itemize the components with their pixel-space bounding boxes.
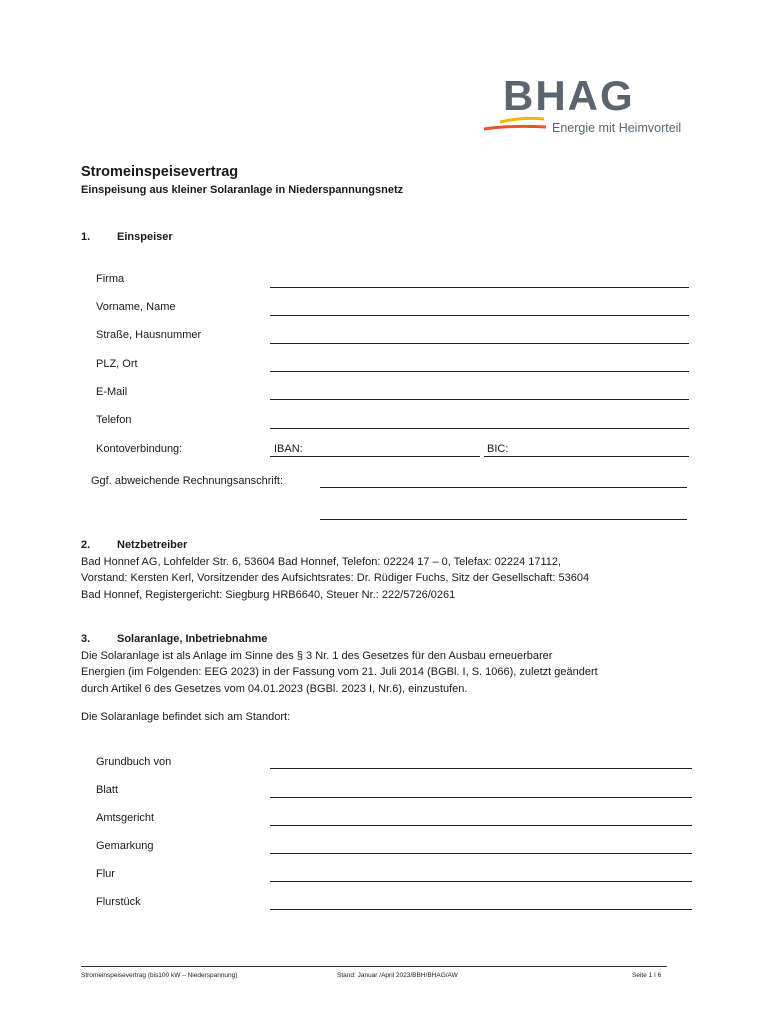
bic-line[interactable] bbox=[484, 456, 689, 457]
field-line-flur[interactable] bbox=[270, 881, 692, 882]
field-label-flur: Flur bbox=[96, 868, 115, 880]
footer-center: Stand: Januar /April 2023/BBH/BHAG/AW bbox=[337, 972, 458, 979]
footer-page-number: Seite 1 I 6 bbox=[632, 972, 662, 979]
section2-body bbox=[81, 554, 701, 603]
logo-swoosh-bottom bbox=[484, 126, 546, 129]
field-line-city[interactable] bbox=[270, 371, 689, 372]
field-line-name[interactable] bbox=[270, 315, 689, 316]
alt-address-line-1[interactable] bbox=[320, 487, 687, 488]
field-line-gemarkung[interactable] bbox=[270, 853, 692, 854]
section3-line: Energien (im Folgenden: EEG 2023) in der Fassung vom 21. Juli 2014 (BGBl. I, S. 1066), zuletzt geändert bbox=[81, 666, 598, 679]
document-title: Stromeinspeisevertrag bbox=[81, 164, 239, 180]
field-label-amtsgericht: Amtsgericht bbox=[96, 812, 155, 824]
field-line-email[interactable] bbox=[270, 399, 689, 400]
field-line-firma[interactable] bbox=[270, 287, 689, 288]
field-label-email: E-Mail bbox=[96, 386, 128, 398]
field-label-phone: Telefon bbox=[96, 414, 132, 426]
iban-label: IBAN: bbox=[274, 443, 303, 455]
bhag-logo bbox=[482, 70, 692, 140]
alt-address-line-2[interactable] bbox=[320, 519, 687, 520]
section2-title: Netzbetreiber bbox=[117, 539, 188, 551]
section2-line: Vorstand: Kersten Kerl, Vorsitzender des Aufsichtsrates: Dr. Rüdiger Fuchs, Sitz der Gesellschaft: 53604 bbox=[81, 572, 590, 585]
section3-title: Solaranlage, Inbetriebnahme bbox=[117, 633, 268, 645]
logo-wordmark: BHAG bbox=[503, 72, 635, 119]
section3-line: Die Solaranlage ist als Anlage im Sinne des § 3 Nr. 1 des Gesetzes für den Ausbau erneuerbarer bbox=[81, 650, 553, 662]
section2-line: Bad Honnef AG, Lohfelder Str. 6, 53604 Bad Honnef, Telefon: 02224 17 – 0, Telefax: 02224 17112, bbox=[81, 556, 562, 568]
field-label-bank: Kontoverbindung: bbox=[96, 443, 183, 455]
section2-line: Bad Honnef, Registergericht: Siegburg HRB6640, Steuer Nr.: 222/5726/0261 bbox=[81, 588, 456, 601]
field-label-grundbuch: Grundbuch von bbox=[96, 756, 172, 768]
footer-rule bbox=[81, 966, 667, 967]
document-subtitle: Einspeisung aus kleiner Solaranlage in Niederspannungsnetz bbox=[81, 184, 404, 196]
field-line-grundbuch[interactable] bbox=[270, 768, 692, 769]
alt-address-label: Ggf. abweichende Rechnungsanschrift: bbox=[91, 475, 284, 487]
footer-left: Stromeinspeisevertrag (bis100 kW – Niederspannung) bbox=[81, 972, 238, 979]
section1-title: Einspeiser bbox=[117, 231, 173, 243]
field-line-amtsgericht[interactable] bbox=[270, 825, 692, 826]
section1-number: 1. bbox=[81, 231, 91, 243]
field-label-street: Straße, Hausnummer bbox=[96, 329, 202, 341]
section3-line: durch Artikel 6 des Gesetzes vom 04.01.2023 (BGBl. 2023 I, Nr.6), einzustufen. bbox=[81, 682, 468, 695]
field-label-flurstueck: Flurstück bbox=[96, 896, 141, 908]
field-line-street[interactable] bbox=[270, 343, 689, 344]
field-label-gemarkung: Gemarkung bbox=[96, 840, 154, 852]
field-line-phone[interactable] bbox=[270, 428, 689, 429]
section2-number: 2. bbox=[81, 539, 91, 551]
bic-label: BIC: bbox=[487, 443, 509, 455]
field-label-name: Vorname, Name bbox=[96, 301, 176, 313]
field-line-blatt[interactable] bbox=[270, 797, 692, 798]
section3-number: 3. bbox=[81, 633, 91, 645]
field-label-firma: Firma bbox=[96, 273, 125, 285]
logo-tagline: Energie mit Heimvorteil bbox=[552, 121, 682, 135]
field-label-city: PLZ, Ort bbox=[96, 358, 138, 370]
iban-line[interactable] bbox=[270, 456, 480, 457]
field-line-flurstueck[interactable] bbox=[270, 909, 692, 910]
field-label-blatt: Blatt bbox=[96, 784, 119, 796]
section3-body bbox=[81, 648, 701, 697]
location-intro: Die Solaranlage befindet sich am Standort: bbox=[81, 711, 291, 723]
